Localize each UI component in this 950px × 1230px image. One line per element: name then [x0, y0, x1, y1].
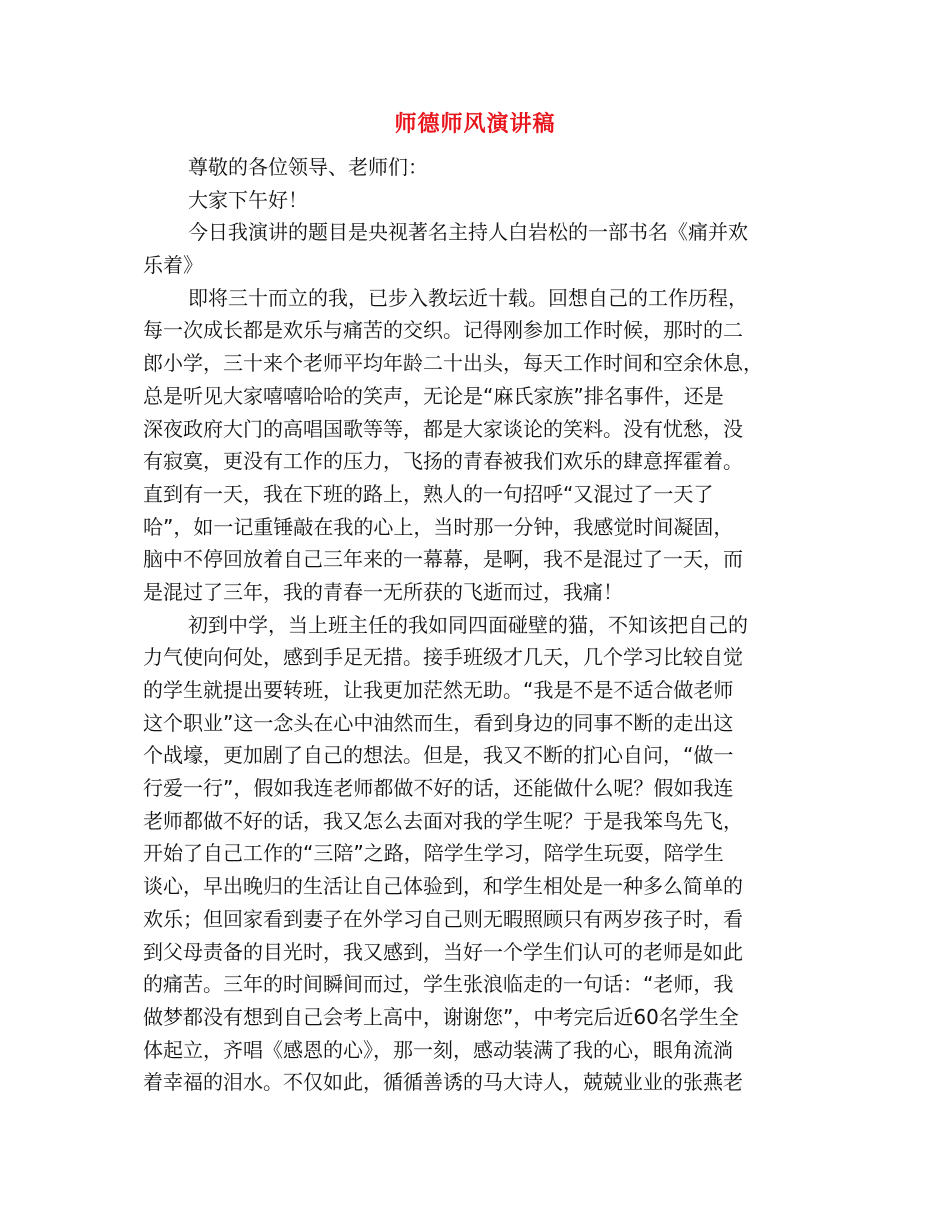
text-line: 这个职业”这一念头在心中油然而生，看到身边的同事不断的走出这	[143, 710, 734, 735]
document-title: 师德师风演讲稿	[394, 111, 556, 137]
text-line: 谈心，早出晚归的生活让自己体验到，和学生相处是一种多么简单的	[143, 874, 743, 899]
text-line: 哈”，如一记重锤敲在我的心上，当时那一分钟，我感觉时间凝固，	[143, 514, 734, 539]
text-line: 着幸福的泪水。不仅如此，循循善诱的马大诗人，兢兢业业的张燕老	[143, 1070, 743, 1095]
text-line: 乐着》	[143, 253, 203, 278]
text-line: 到父母责备的目光时，我又感到，当好一个学生们认可的老师是如此	[143, 939, 743, 964]
text-line: 直到有一天，我在下班的路上，熟人的一句招呼“又混过了一天了	[143, 481, 714, 506]
text-line: 脑中不停回放着自己三年来的一幕幕，是啊，我不是混过了一天，而	[143, 547, 743, 572]
text-line: 开始了自己工作的“三陪”之路，陪学生学习，陪学生玩耍，陪学生	[143, 841, 724, 866]
text-line: 老师都做不好的话，我又怎么去面对我的学生呢？于是我笨鸟先飞，	[143, 808, 743, 833]
text-line: 欢乐；但回家看到妻子在外学习自己则无暇照顾只有两岁孩子时，看	[143, 906, 743, 931]
text-line: 个战壕，更加剧了自己的想法。但是，我又不断的扪心自问，“做一	[143, 743, 734, 768]
text-line: 郎小学，三十来个老师平均年龄二十出头，每天工作时间和空余休息，	[143, 351, 763, 376]
text-line: 的痛苦。三年的时间瞬间而过，学生张浪临走的一句话：“老师，我	[143, 972, 734, 997]
text-line: 是混过了三年，我的青春一无所获的飞逝而过，我痛！	[143, 579, 623, 604]
document-body	[143, 151, 805, 1099]
text-line: 力气使向何处，感到手足无措。接手班级才几天，几个学习比较自觉	[143, 645, 743, 670]
text-line: 有寂寞，更没有工作的压力，飞扬的青春被我们欢乐的肆意挥霍着。	[143, 449, 743, 474]
text-line: 尊敬的各位领导、老师们：	[188, 155, 428, 179]
text-line: 深夜政府大门的高唱国歌等等，都是大家谈论的笑料。没有忧愁，没	[143, 416, 743, 441]
text-line: 的学生就提出要转班，让我更加茫然无助。“我是不是不适合做老师	[143, 678, 734, 702]
text-line: 做梦都没有想到自己会考上高中，谢谢您”，中考完后近60名学生全	[143, 1004, 739, 1029]
text-line: 体起立，齐唱《感恩的心》，那一刻，感动装满了我的心，眼角流淌	[143, 1037, 733, 1062]
text-line: 每一次成长都是欢乐与痛苦的交织。记得刚参加工作时候，那时的二	[143, 318, 743, 343]
text-line: 大家下午好！	[188, 187, 308, 212]
text-line: 行爱一行”，假如我连老师都做不好的话，还能做什么呢？假如我连	[143, 776, 734, 801]
text-line: 今日我演讲的题目是央视著名主持人白岩松的一部书名《痛并欢	[188, 220, 748, 245]
text-line: 即将三十而立的我，已步入教坛近十载。回想自己的工作历程，	[188, 285, 748, 310]
text-line: 总是听见大家嘻嘻哈哈的笑声，无论是“麻氏家族”排名事件，还是	[143, 383, 724, 408]
text-line: 初到中学，当上班主任的我如同四面碰壁的猫，不知该把自己的	[188, 612, 748, 637]
